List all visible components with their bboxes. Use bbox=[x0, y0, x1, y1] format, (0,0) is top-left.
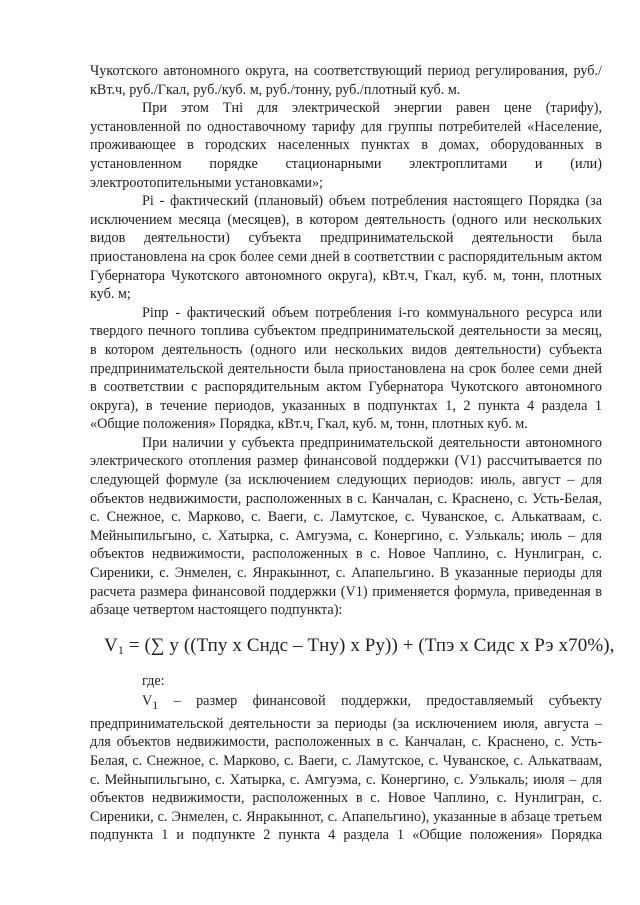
definition-text: – размер финансовой поддержки, предоставляемый субъекту предпринимательской деятельности за периоды (за исключением июля, августа – для объектов недвижимости, расположенных в с. Канчалан, с. Краснено, с. Усть-Белая, с. Снежное, с. Марково, с. Ваеги, с. Ламутское, с. Чуванское, с. Алькатваам, с. Мейныпильгыно, с. Хатырка, с. Амгуэма, с. Конергино, с. Уэлькаль; июля – для объектов недвижимости, расположенных в с. Новое Чаплино, с. Нунлигран, с. Сиреники, с. Энмелен, с. Янракыннот, с. Апапельгино), указанные в абзаце третьем подпункта 1 и подпункте 2 пункта 4 раздела 1 «Общие положения» Порядка bbox=[90, 693, 602, 844]
paragraph-electric-heating: При наличии у субъекта предпринимательской деятельности автономного электрического отопления размер финансовой поддержки (V1) рассчитывается по следующей формуле (за исключением следующих периодов: июль, август – для объектов недвижимости, расположенных в с. Канчалан, с. Краснено, с. Усть-Белая, с. Снежное, с. Марково, с. Ваеги, с. Ламутское, с. Чуванское, с. Алькатваам, с. Мейныпильгыно, с. Хатырка, с. Амгуэма, с. Конергино, с. Уэлькаль; июль – для объектов недвижимости, расположенных в с. Новое Чаплино, с. Нунлигран, с. Сиреники, с. Энмелен, с. Янракыннот, с. Апапельгино. В указанные периоды для расчета размера финансовой поддержки (V1) применяется формула, приведенная в абзаце четвертом настоящего подпункта): bbox=[90, 434, 602, 619]
where-label: где: bbox=[142, 672, 165, 689]
paragraph-pipr-definition: Piпр - фактический объем потребления i-го коммунального ресурса или твердого печного топлива субъектом предпринимательской деятельности за месяц, в котором деятельность (одного или нескольких видов деятельности) субъекта предпринимательской деятельности была приостановлена на срок более семи дней в соответствии с распорядительным актом Губернатора Чукотского автономного округа), в течение периодов, указанных в подпунктах 1, 2 пункта 4 раздела 1 «Общие положения» Порядка, кВт.ч, Гкал, куб. м, тонн, плотных куб. м. bbox=[90, 304, 602, 433]
paragraph-tni-definition: При этом Тнi для электрической энергии равен цене (тарифу), установленной по одноставочному тарифу для группы потребителей «Население, проживающее в городских населенных пунктах в домах, оборудованных в установленном порядке стационарными электроплитами и (или) электроотопительными установками»; bbox=[90, 100, 602, 191]
document-page bbox=[90, 62, 615, 845]
paragraph-pi-definition: Pi - фактический (плановый) объем потребления настоящего Порядка (за исключением месяца (месяцев), в котором деятельность (одного или нескольких видов деятельности) субъекта предпринимательской деятельности была приостановлена на срок более семи дней в соответствии с распорядительным актом Губернатора Чукотского автономного округа), кВт.ч, Гкал, куб. м, тонн, плотных куб. м; bbox=[90, 193, 602, 303]
paragraph-v1-definition bbox=[90, 692, 602, 845]
formula-rhs: = (∑ у ((Тпу х Сндс – Тну) х Ру)) + (Тпэ х Сидс х Рэ х70%), bbox=[123, 634, 615, 656]
formula-lhs: V bbox=[104, 634, 118, 656]
definition-symbol-subscript: 1 bbox=[152, 698, 159, 713]
formula-v1 bbox=[90, 634, 615, 662]
definition-symbol: V bbox=[142, 693, 153, 710]
formula-lhs-subscript: 1 bbox=[117, 642, 124, 657]
paragraph-continuation: Чукотского автономного округа, на соответствующий период регулирования, руб./кВт.ч, руб./Гкал, руб./куб. м, руб./тонну, руб./плотный куб. м. bbox=[90, 63, 602, 98]
